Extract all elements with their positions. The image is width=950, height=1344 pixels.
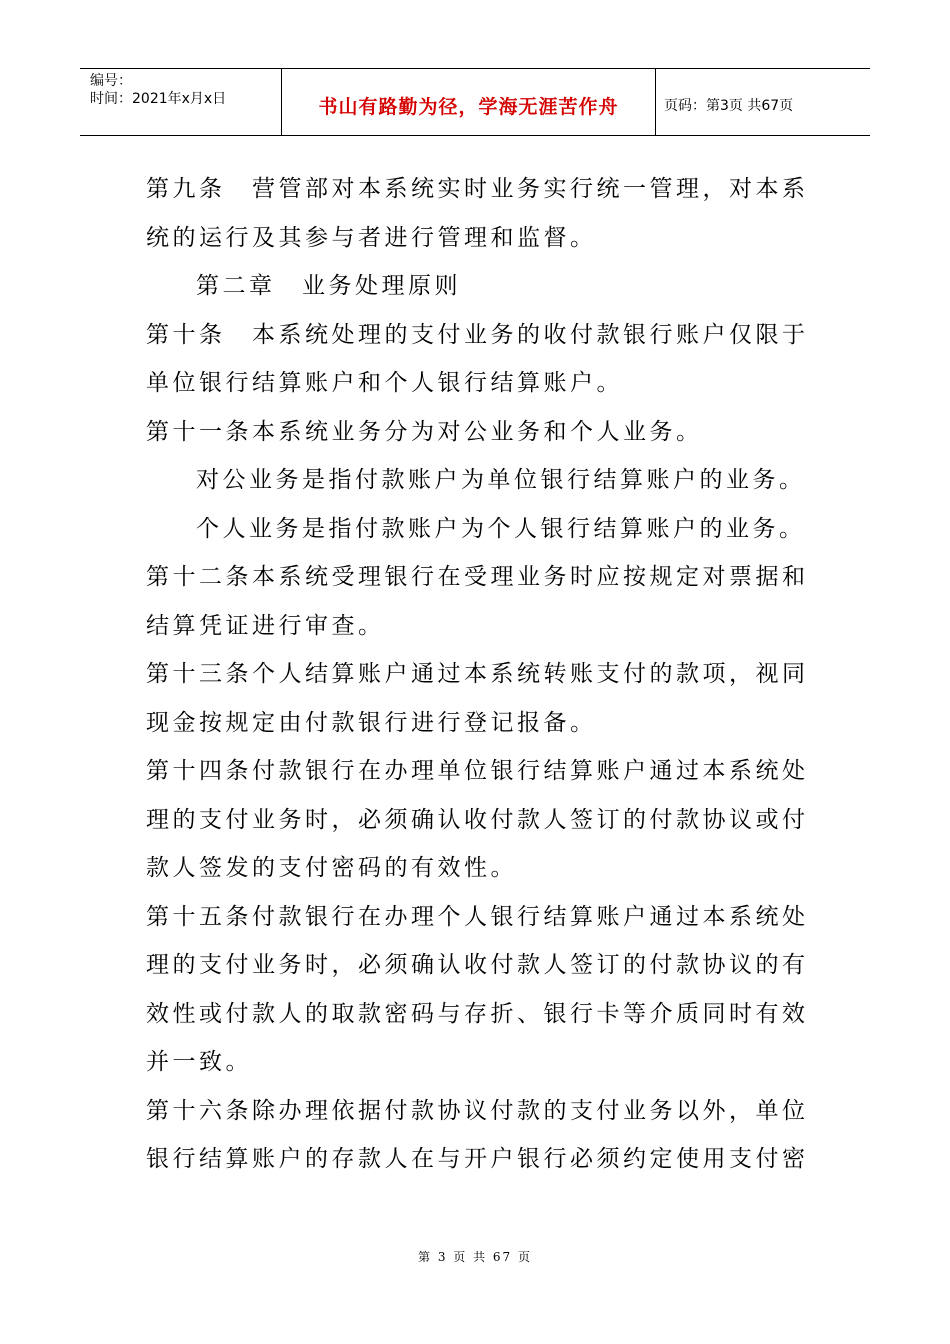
paragraph: 第十六条除办理依据付款协议付款的支付业务以外，单位银行结算账户的存款人在与开户银行必须约定使用支付密 bbox=[146, 1097, 809, 1172]
paragraph: 个人业务是指付款账户为个人银行结算账户的业务。 bbox=[196, 515, 806, 542]
header-page-cell bbox=[656, 69, 870, 135]
document-number-label: 编号： bbox=[90, 73, 132, 89]
paragraph: 第十四条付款银行在办理单位银行结算账户通过本系统处理的支付业务时，必须确认收付款人签订的付款协议或付款人签发的支付密码的有效性。 bbox=[146, 758, 809, 881]
paragraph: 对公业务是指付款账户为单位银行结算账户的业务。 bbox=[196, 467, 806, 493]
document-date: 时间：2021年x月x日 bbox=[90, 91, 227, 107]
paragraph: 第十二条本系统受理银行在受理业务时应按规定对票据和结算凭证进行审查。 bbox=[146, 564, 809, 639]
header-meta bbox=[80, 69, 282, 135]
paragraph: 第十三条个人结算账户通过本系统转账支付的款项，视同现金按规定由付款银行进行登记报备。 bbox=[146, 661, 809, 736]
paragraph: 第十条 本系统处理的支付业务的收付款银行账户仅限于单位银行结算账户和个人银行结算账户。 bbox=[146, 321, 809, 396]
page-footer: 第 3 页 共 67 页 bbox=[418, 1250, 532, 1264]
paragraph: 第十五条付款银行在办理个人银行结算账户通过本系统处理的支付业务时，必须确认收付款人签订的付款协议的有效性或付款人的取款密码与存折、银行卡等介质同时有效并一致。 bbox=[146, 903, 809, 1075]
chapter-heading: 第二章 业务处理原则 bbox=[196, 273, 461, 299]
header-motto-cell bbox=[282, 69, 656, 135]
document-body bbox=[146, 165, 816, 1184]
header-page-indicator: 页码：第3页 共67页 bbox=[664, 98, 794, 114]
paragraph: 第十一条本系统业务分为对公业务和个人业务。 bbox=[146, 418, 703, 445]
paragraph: 第九条 营管部对本系统实时业务实行统一管理，对本系统的运行及其参与者进行管理和监督。 bbox=[146, 176, 809, 251]
page-header bbox=[80, 68, 870, 136]
motto-text: 书山有路勤为径，学海无涯苦作舟 bbox=[318, 95, 619, 118]
